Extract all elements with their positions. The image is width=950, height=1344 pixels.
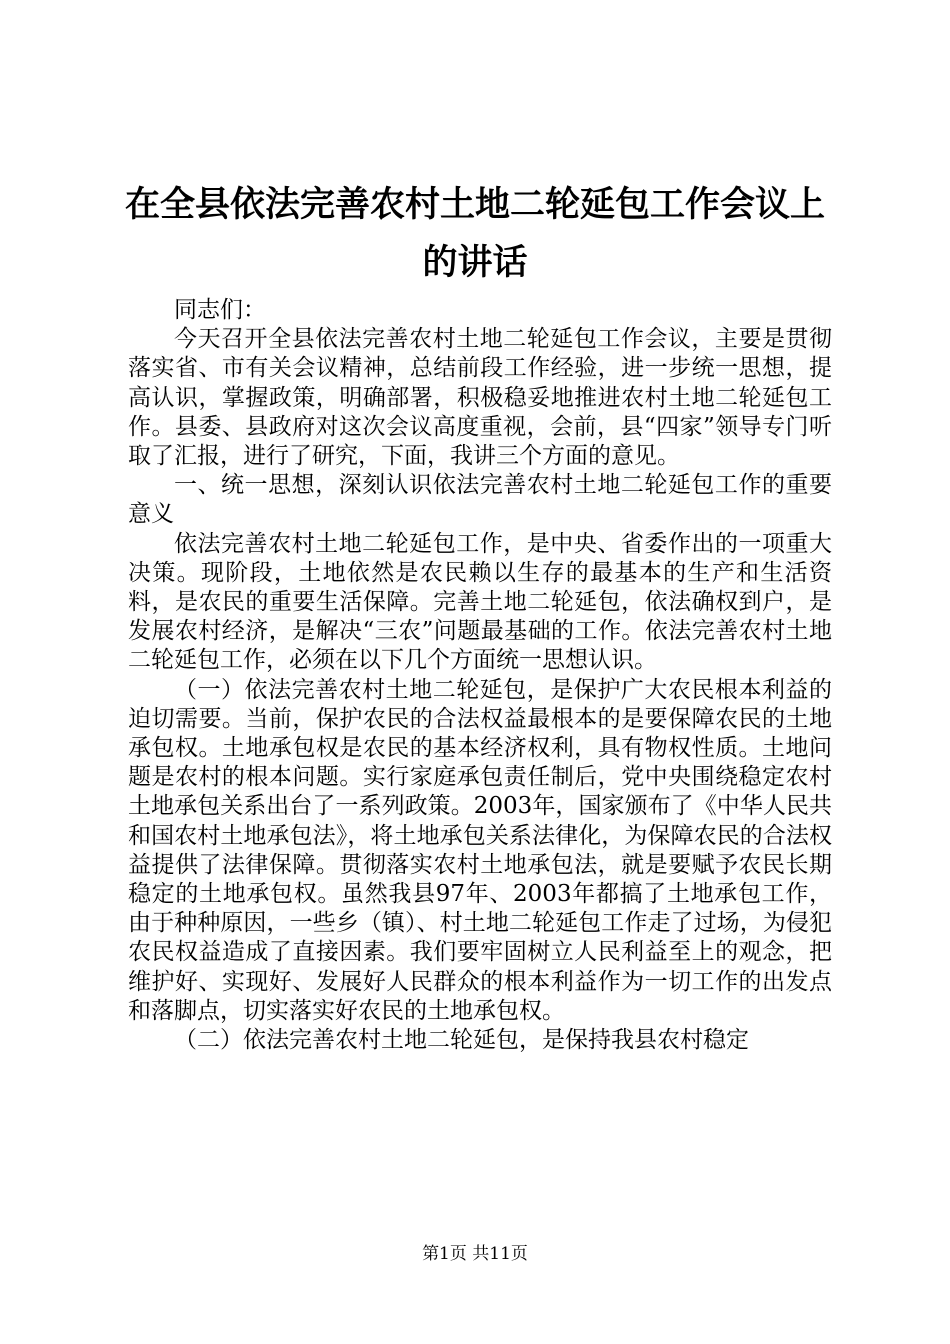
- paragraph-point-2: （二）依法完善农村土地二轮延包，是保持我县农村稳定: [174, 1027, 749, 1054]
- document-body: [128, 296, 832, 1055]
- document-title: [120, 176, 830, 292]
- paragraph-point-1: （一）依法完善农村土地二轮延包，是保护广大农民根本利益的迫切需要。当前，保护农民的合法权益最根本的是要保障农民的土地承包权。土地承包权是农民的基本经济权利，具有物权性质。土地问题是农村的根本问题。实行家庭承包责任制后，党中央围绕稳定农村土地承包关系出台了一系列政策。2003年，国家颁布了《中华人民共和国农村土地承包法》，将土地承包关系法律化，为保障农民的合法权益提供了法律保障。贯彻落实农村土地承包法，就是要赋予农民长期稳定的土地承包权。虽然我县97年、2003年都搞了土地承包工作，由于种种原因，一些乡（镇）、村土地二轮延包工作走了过场，为侵犯农民权益造成了直接因素。我们要牢固树立人民利益至上的观念，把维护好、实现好、发展好人民群众的根本利益作为一切工作的出发点和落脚点，切实落实好农民的土地承包权。: [128, 676, 832, 1024]
- paragraph-intro: 今天召开全县依法完善农村土地二轮延包工作会议，主要是贯彻落实省、市有关会议精神，总结前段工作经验，进一步统一思想，提高认识，掌握政策，明确部署，积极稳妥地推进农村土地二轮延包工作。县委、县政府对这次会议高度重视，会前，县“四家”领导专门听取了汇报，进行了研究，下面，我讲三个方面的意见。: [128, 326, 832, 470]
- section-heading-1: 一、统一思想，深刻认识依法完善农村土地二轮延包工作的重要意义: [128, 472, 832, 528]
- greeting: 同志们：: [174, 297, 266, 323]
- page-number-footer: 第1页 共11页: [422, 1244, 528, 1264]
- paragraph-significance: 依法完善农村土地二轮延包工作，是中央、省委作出的一项重大决策。现阶段，土地依然是农民赖以生存的最基本的生产和生活资料，是农民的重要生活保障。完善土地二轮延包，依法确权到户，是发展农村经济，是解决“三农”问题最基础的工作。依法完善农村土地二轮延包工作，必须在以下几个方面统一思想认识。: [128, 530, 832, 674]
- title-line-1: 在全县依法完善农村土地二轮延包工作会议上: [124, 184, 825, 225]
- title-line-2: 的讲话: [422, 242, 528, 283]
